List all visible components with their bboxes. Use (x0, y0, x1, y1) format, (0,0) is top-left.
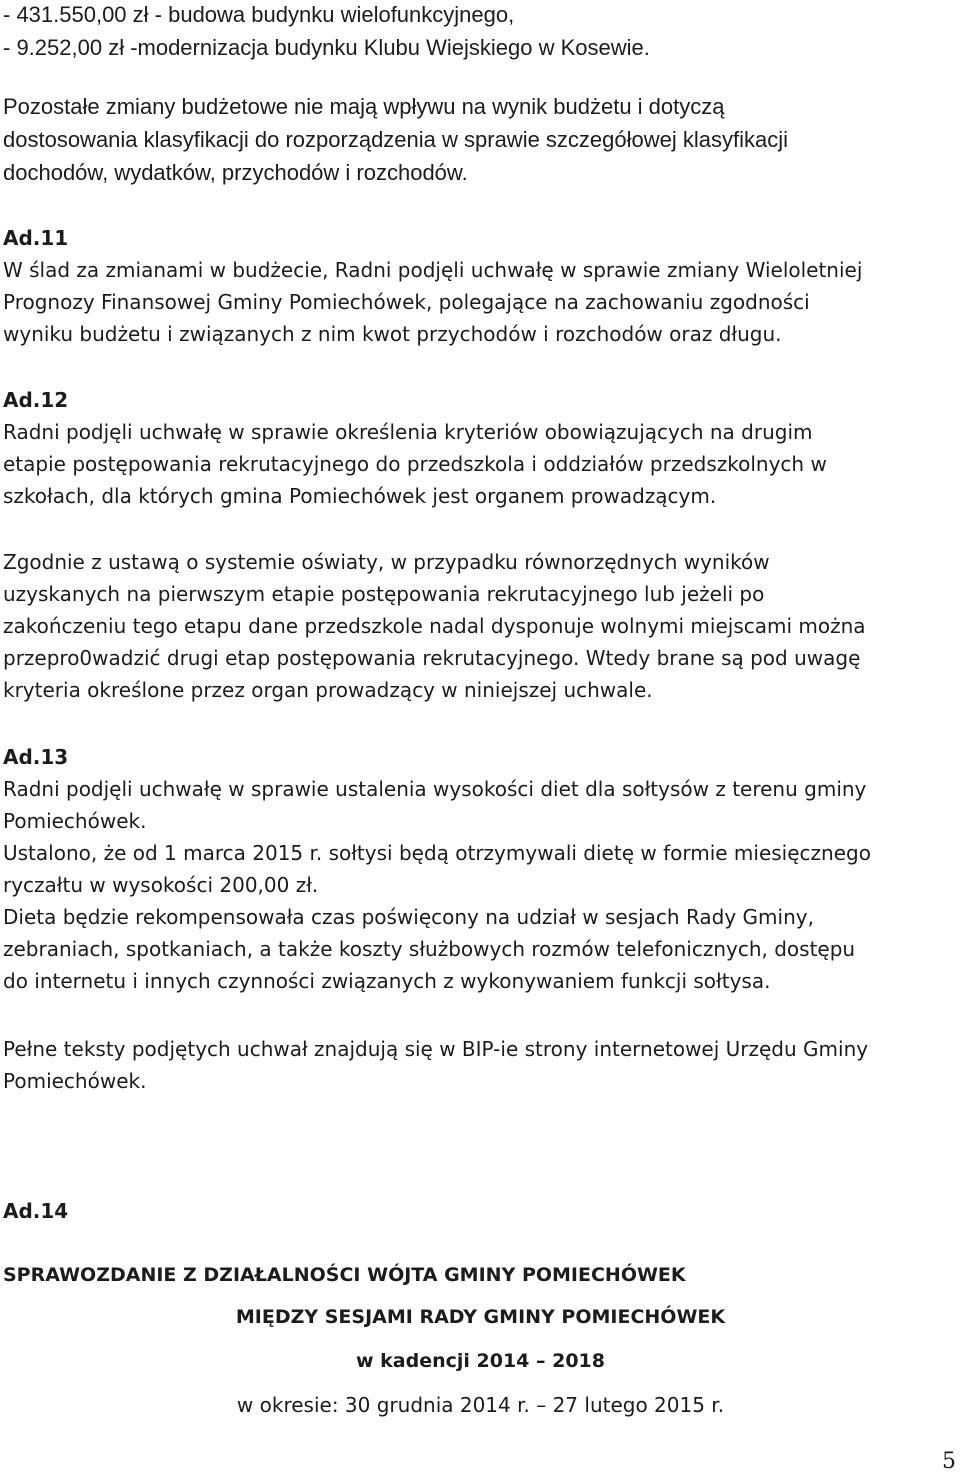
closing-paragraph (3, 1033, 868, 1097)
paragraph-line: Pomiechówek. (3, 1069, 147, 1093)
intro-section (3, 0, 650, 64)
section-ad12-paragraph (3, 546, 866, 706)
paragraph-line: Prognozy Finansowej Gminy Pomiechówek, polegające na zachowaniu zgodności (3, 290, 810, 314)
paragraph-line: uzyskanych na pierwszym etapie postępowania rekrutacyjnego lub jeżeli po (3, 582, 765, 606)
report-period: w okresie: 30 grudnia 2014 r. – 27 lutego 2015 r. (236, 1393, 725, 1417)
paragraph-line: etapie postępowania rekrutacyjnego do przedszkola i oddziałów przedszkolnych w (3, 452, 827, 476)
paragraph-line: Pozostałe zmiany budżetowe nie mają wpływu na wynik budżetu i dotyczą (3, 94, 725, 119)
paragraph-line: dostosowania klasyfikacji do rozporządzenia w sprawie szczegółowej klasyfikacji (3, 127, 789, 152)
report-title: SPRAWOZDANIE Z DZIAŁALNOŚCI WÓJTA GMINY POMIECHÓWEK (3, 1264, 686, 1286)
section-ad11 (3, 222, 862, 350)
paragraph-line: dochodów, wydatków, przychodów i rozchodów. (3, 160, 468, 185)
report-subtitle: MIĘDZY SESJAMI RADY GMINY POMIECHÓWEK (235, 1306, 726, 1328)
paragraph-line: przepro0wadzić drugi etap postępowania rekrutacyjnego. Wtedy brane są pod uwagę (3, 646, 861, 670)
page-number: 5 (942, 1449, 956, 1474)
section-heading: Ad.14 (3, 1199, 69, 1223)
budget-line: - 9.252,00 zł -modernizacja budynku Klubu Wiejskiego w Kosewie. (3, 35, 650, 60)
paragraph-line: W ślad za zmianami w budżecie, Radni podjęli uchwałę w sprawie zmiany Wieloletniej (3, 258, 863, 282)
paragraph-line: Pomiechówek. (3, 809, 147, 833)
paragraph-line: szkołach, dla których gmina Pomiechówek jest organem prowadzącym. (3, 484, 717, 508)
paragraph-line: do internetu i innych czynności związanych z wykonywaniem funkcji sołtysa. (3, 969, 771, 993)
paragraph-line: Ustalono, że od 1 marca 2015 r. sołtysi będą otrzymywali dietę w formie miesięcznego (3, 841, 871, 865)
paragraph-line: Pełne teksty podjętych uchwał znajdują się w BIP-ie strony internetowej Urzędu Gminy (3, 1037, 869, 1061)
paragraph-line: Zgodnie z ustawą o systemie oświaty, w przypadku równorzędnych wyników (3, 550, 770, 574)
paragraph-line: zakończeniu tego etapu dane przedszkole nadal dysponuje wolnymi miejscami można (3, 614, 866, 638)
section-ad12 (3, 384, 827, 512)
section-heading: Ad.12 (3, 388, 69, 412)
report-term: w kadencji 2014 – 2018 (355, 1350, 606, 1372)
intro-paragraph (3, 90, 788, 189)
section-heading: Ad.13 (3, 745, 69, 769)
paragraph-line: kryteria określone przez organ prowadzący w niniejszej uchwale. (3, 678, 653, 702)
paragraph-line: zebraniach, spotkaniach, a także koszty służbowych rozmów telefonicznych, dostępu (3, 937, 856, 961)
paragraph-line: ryczałtu w wysokości 200,00 zł. (3, 873, 319, 897)
paragraph-line: wyniku budżetu i związanych z nim kwot przychodów i rozchodów oraz długu. (3, 322, 782, 346)
budget-line: - 431.550,00 zł - budowa budynku wielofunkcyjnego, (3, 2, 515, 27)
paragraph-line: Radni podjęli uchwałę w sprawie ustalenia wysokości diet dla sołtysów z terenu gminy (3, 777, 867, 801)
section-ad13 (3, 741, 871, 997)
paragraph-line: Radni podjęli uchwałę w sprawie określenia kryteriów obowiązujących na drugim (3, 420, 813, 444)
section-heading: Ad.11 (3, 226, 69, 250)
paragraph-line: Dieta będzie rekompensowała czas poświęcony na udział w sesjach Rady Gminy, (3, 905, 814, 929)
